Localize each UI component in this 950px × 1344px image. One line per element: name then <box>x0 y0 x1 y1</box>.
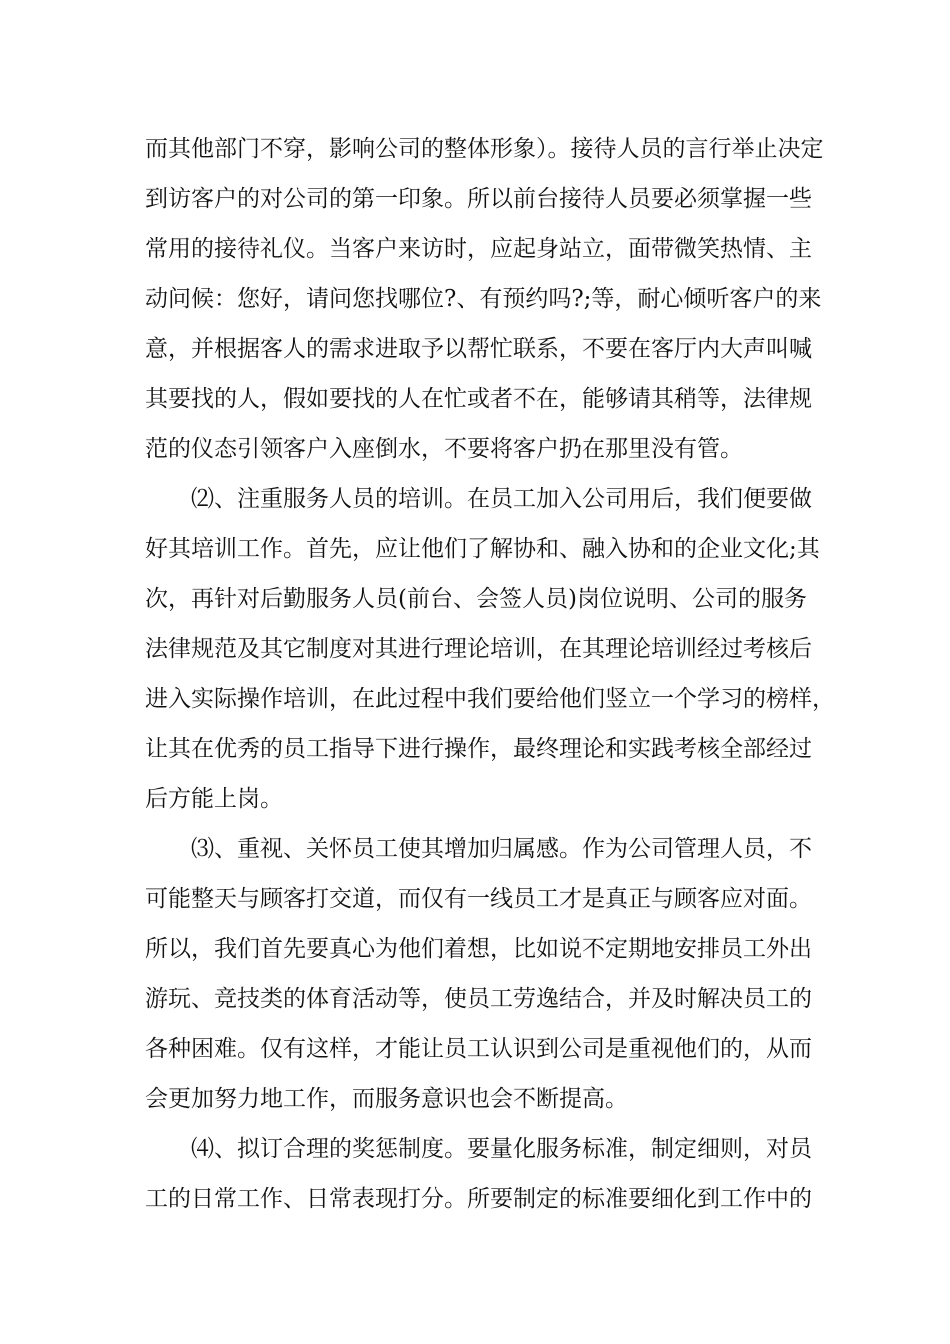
text-line: 进入实际操作培训，在此过程中我们要给他们竖立一个学习的榜样， <box>145 686 835 712</box>
text-line: 而其他部门不穿，影响公司的整体形象）。接待人员的言行举止决定 <box>145 136 824 162</box>
text-line: 各种困难。仅有这样，才能让员工认识到公司是重视他们的，从而 <box>145 1036 812 1062</box>
paragraph-4 <box>145 1124 835 1224</box>
text-line: 会更加努力地工作，而服务意识也会不断提高。 <box>145 1086 628 1112</box>
text-line: 可能整天与顾客打交道，而仅有一线员工才是真正与顾客应对面。 <box>145 886 812 912</box>
text-line: 动问候：您好，请问您找哪位?、有预约吗?;等，耐心倾听客户的来 <box>145 286 822 312</box>
text-line: 好其培训工作。首先，应让他们了解协和、融入协和的企业文化;其 <box>145 536 820 562</box>
text-line: 工的日常工作、日常表现打分。所要制定的标准要细化到工作中的 <box>145 1186 812 1212</box>
text-line: ⑷、拟订合理的奖惩制度。要量化服务标准，制定细则，对员 <box>191 1136 812 1162</box>
text-line: 其要找的人，假如要找的人在忙或者不在，能够请其稍等，法律规 <box>145 386 812 412</box>
text-line: 常用的接待礼仪。当客户来访时，应起身站立，面带微笑热情、主 <box>145 236 812 262</box>
body-text <box>145 124 835 1224</box>
paragraph-3 <box>145 824 835 1124</box>
text-line: 后方能上岗。 <box>145 786 283 812</box>
text-line: 范的仪态引领客户入座倒水，不要将客户扔在那里没有管。 <box>145 436 743 462</box>
paragraph-1 <box>145 124 835 474</box>
text-line: 次，再针对后勤服务人员(前台、会签人员)岗位说明、公司的服务 <box>145 586 807 612</box>
text-line: 游玩、竞技类的体育活动等，使员工劳逸结合，并及时解决员工的 <box>145 986 812 1012</box>
text-line: 意，并根据客人的需求进取予以帮忙联系，不要在客厅内大声叫喊 <box>145 336 812 362</box>
text-line: 到访客户的对公司的第一印象。所以前台接待人员要必须掌握一些 <box>145 186 812 212</box>
text-line: 所以，我们首先要真心为他们着想，比如说不定期地安排员工外出 <box>145 936 812 962</box>
text-line: 让其在优秀的员工指导下进行操作，最终理论和实践考核全部经过 <box>145 736 812 762</box>
text-line: 法律规范及其它制度对其进行理论培训，在其理论培训经过考核后 <box>145 636 812 662</box>
paragraph-2 <box>145 474 835 824</box>
text-line: ⑵、注重服务人员的培训。在员工加入公司用后，我们便要做 <box>191 486 812 512</box>
text-line: ⑶、重视、关怀员工使其增加归属感。作为公司管理人员，不 <box>191 836 812 862</box>
